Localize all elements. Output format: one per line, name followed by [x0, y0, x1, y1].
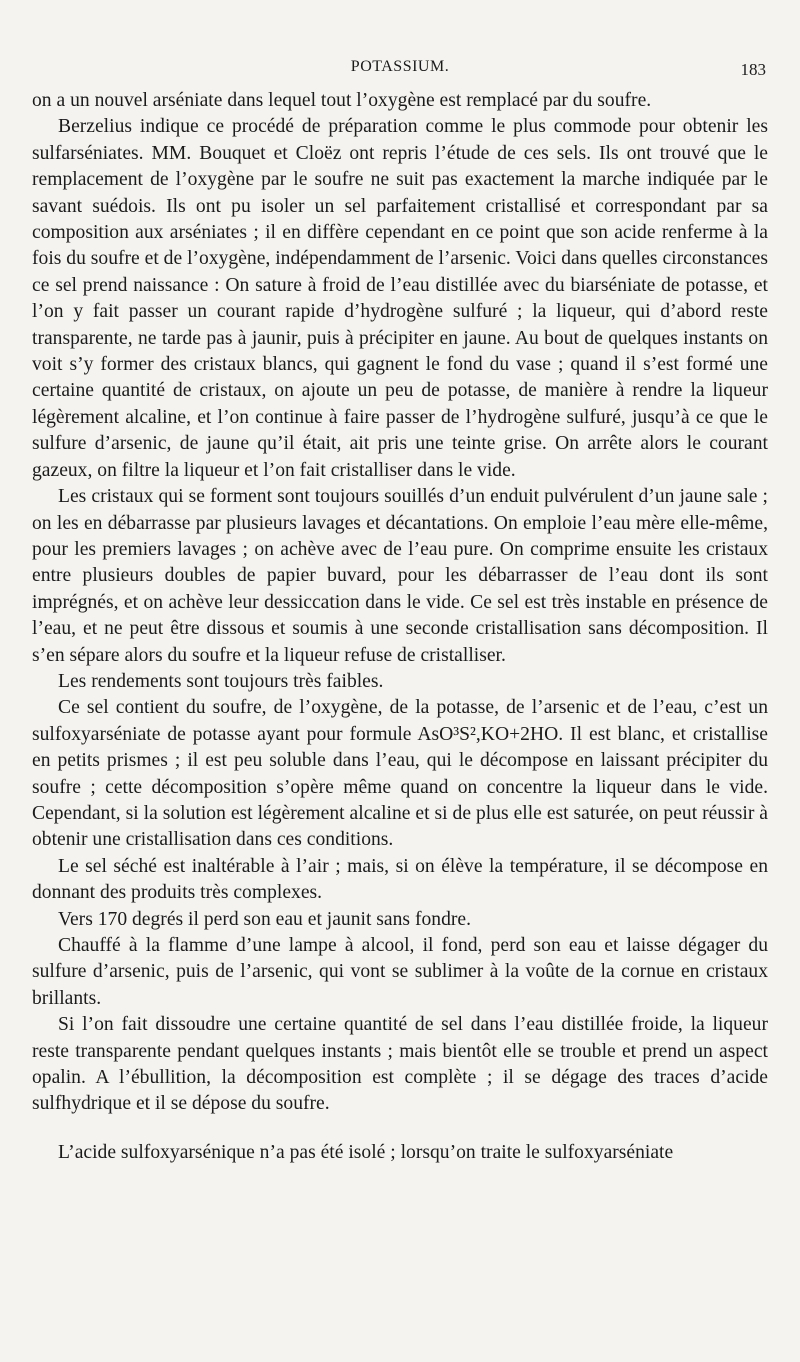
paragraph-continuation: on a un nouvel arséniate dans lequel tout l’oxygène est remplacé par du soufre. — [32, 90, 652, 111]
running-title: POTASSIUM. — [350, 58, 450, 75]
paragraph-dissoudre: Si l’on fait dissoudre une certaine quantité de sel dans l’eau distillée froide, la liqueur reste transparente pendant quelques instants ; mais bientôt elle se trouble et prend un aspect opalin. A l’ébullition, la décomposition est complète ; il se dégage des traces d’acide sulfhydrique et il se dépose du soufre. — [32, 1014, 768, 1115]
paragraph-chauffe: Chauffé à la flamme d’une lampe à alcool, il fond, perd son eau et laisse dégager du sulfure d’arsenic, puis de l’arsenic, qui vont se sublimer à la voûte de la cornue en cristaux brillants. — [32, 935, 768, 1009]
paragraph-acide-sulfoxyarsenique: L’acide sulfoxyarsénique n’a pas été isolé ; lorsqu’on traite le sulfoxyarséniate — [58, 1141, 674, 1163]
body-text — [32, 88, 768, 1166]
paragraph-berzelius: Berzelius indique ce procédé de préparation comme le plus commode pour obtenir les sulfarséniates. MM. Bouquet et Cloëz ont repris l’étude de ces sels. Ils ont trouvé que le remplacement de l’oxygène par le soufre ne suit pas exactement la marche indiquée par le savant suédois. Ils ont pu isoler un sel parfaitement cristallisé et correspondant par sa composition aux arséniates ; il en diffère cependant en ce point que son acide renferme à la fois du soufre et de l’oxygène, indépendamment de l’arsenic. Voici dans quelles circonstances ce sel prend naissance : On sature à froid de l’eau distillée avec du biarséniate de potasse, et l’on y fait passer un courant rapide d’hydrogène sulfuré ; la liqueur, qui d’abord reste transparente, ne tarde pas à jaunir, puis à précipiter en jaune. Au bout de quelques instants on voit s’y former des cristaux blancs, qui gagnent le fond du vase ; quand il s’est formé une certaine quantité de cristaux, on ajoute un peu de potasse, de manière à rendre la liqueur légèrement alcaline, et l’on continue à faire passer de l’hydrogène sulfuré, jusqu’à ce que le sulfure d’arsenic, de jaune qu’il était, ait pris une teinte grise. On arrête alors le courant gazeux, on filtre la liqueur et l’on fait cristalliser dans le vide. — [32, 116, 768, 481]
paragraph-170-degres: Vers 170 degrés il perd son eau et jaunit sans fondre. — [58, 908, 471, 930]
paragraph-sel-seche: Le sel séché est inaltérable à l’air ; mais, si on élève la température, il se décompose en donnant des produits très complexes. — [32, 855, 768, 904]
page-number: 183 — [740, 60, 766, 79]
paragraph-composition: Ce sel contient du soufre, de l’oxygène, de la potasse, de l’arsenic et de l’eau, c’est un sulfoxyarséniate de potasse ayant pour formule AsO³S²,KO+2HO. Il est blanc, et cristallise en petits prismes ; il est peu soluble dans l’eau, qui le décompose en laissant précipiter du soufre ; cette décomposition s’opère même quand on concentre la liqueur dans le vide. Cependant, si la solution est légèrement alcaline et si de plus elle est saturée, on peut réussir à obtenir une cristallisation dans ces conditions. — [32, 697, 768, 851]
page-header — [32, 58, 768, 82]
paragraph-cristaux: Les cristaux qui se forment sont toujours souillés d’un enduit pulvérulent d’un jaune sale ; on les en débarrasse par plusieurs lavages et décantations. On emploie l’eau mère elle-même, pour les premiers lavages ; on achève avec de l’eau pure. On comprime ensuite les cristaux entre plusieurs doubles de papier buvard, pour les débarrasser de l’eau dont ils sont imprégnés, et on achève leur dessiccation dans le vide. Ce sel est très instable en présence de l’eau, et ne peut être dissous et soumis à une seconde cristallisation sans décomposition. Il s’en sépare alors du soufre et la liqueur refuse de cristalliser. — [32, 486, 768, 666]
paragraph-rendements: Les rendements sont toujours très faibles. — [58, 670, 384, 692]
